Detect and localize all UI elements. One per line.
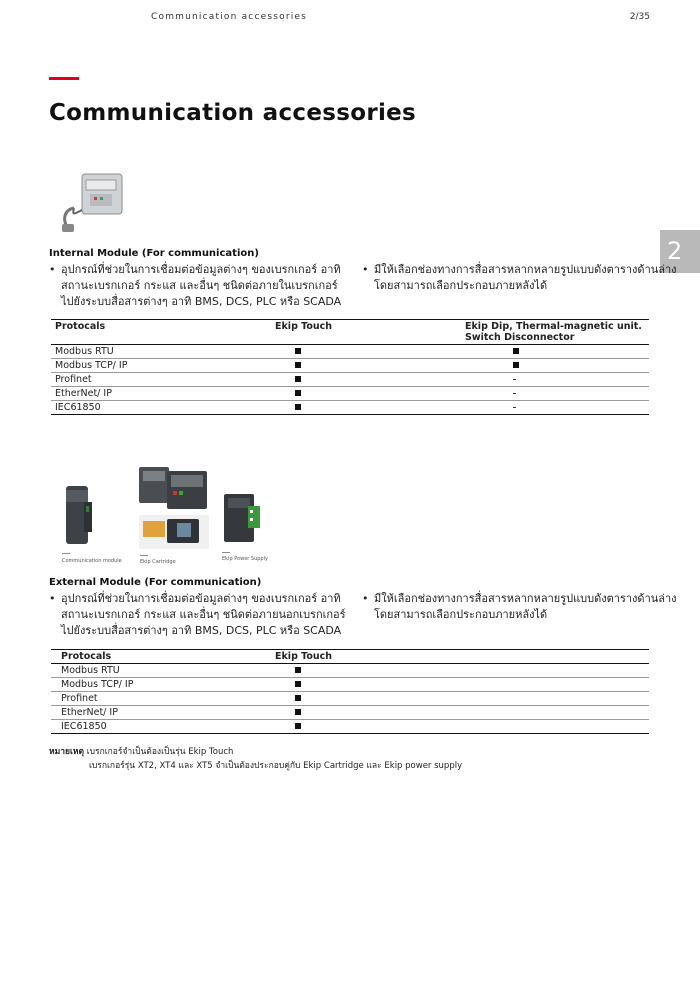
- caption-communication-module: Communication module: [62, 558, 122, 564]
- protocol-name-cell: Modbus TCP/ IP: [51, 678, 275, 692]
- table-row: [51, 373, 649, 387]
- available-square-icon: [295, 404, 301, 410]
- chapter-tab: 2: [660, 230, 700, 273]
- available-square-icon: [295, 348, 301, 354]
- ekip-touch-cell: [275, 359, 465, 373]
- table-row: [51, 345, 649, 359]
- col-header-ekip-touch: Ekip Touch: [275, 321, 333, 332]
- internal-protocol-table: [51, 319, 649, 415]
- not-available-dash-icon: [513, 393, 516, 394]
- internal-module-heading: Internal Module (For communication): [49, 248, 259, 259]
- available-square-icon: [295, 723, 301, 729]
- header-line: Ekip Dip, Thermal-magnetic unit.: [465, 321, 642, 332]
- external-protocol-table: [51, 649, 649, 734]
- caption-rule: [62, 553, 70, 554]
- available-square-icon: [295, 362, 301, 368]
- external-left-bullet: [49, 591, 349, 639]
- page-number: 2/35: [629, 12, 650, 22]
- available-square-icon: [295, 376, 301, 382]
- ekip-touch-cell: [275, 720, 649, 734]
- text-line: อุปกรณ์ที่ช่วยในการเชื่อมต่อข้อมูลต่างๆ ของเบรกเกอร์ อาทิ: [61, 592, 341, 605]
- caption-ekip-cartridge: Ekip Cartridge: [140, 559, 176, 565]
- table-row: [51, 706, 649, 720]
- table-row: [51, 692, 649, 706]
- ekip-touch-cell: [275, 692, 649, 706]
- internal-module-image: [60, 170, 130, 240]
- ekip-dip-cell: [465, 373, 649, 387]
- available-square-icon: [295, 709, 301, 715]
- table-row: [51, 401, 649, 415]
- ekip-cartridge-image: [137, 463, 217, 553]
- internal-left-bullet: [49, 262, 349, 310]
- ekip-dip-cell: [465, 387, 649, 401]
- not-available-dash-icon: [513, 379, 516, 380]
- not-available-dash-icon: [513, 407, 516, 408]
- ekip-touch-cell: [275, 678, 649, 692]
- text-line: ไปยังระบบสื่อสารต่างๆ อาทิ BMS, DCS, PLC หรือ SCADA: [61, 295, 342, 308]
- running-header-title: Communication accessories: [151, 12, 308, 22]
- col-header-protocols: Protocals: [61, 651, 112, 662]
- text-line: โดยสามารถเลือกประกอบภายหลังได้: [374, 279, 548, 292]
- available-square-icon: [513, 362, 519, 368]
- text-line: มีให้เลือกช่องทางการสื่อสารหลากหลายรูปแบบดังตารางด้านล่าง: [374, 592, 677, 605]
- protocol-name-cell: IEC61850: [51, 720, 275, 734]
- available-square-icon: [295, 667, 301, 673]
- text-line: สถานะเบรกเกอร์ กระแส และอื่นๆ ชนิดต่อภายในเบรกเกอร์: [61, 279, 338, 292]
- ekip-touch-cell: [275, 401, 465, 415]
- protocol-name-cell: Modbus RTU: [51, 345, 275, 359]
- text-line: ไปยังระบบสื่อสารต่างๆ อาทิ BMS, DCS, PLC หรือ SCADA: [61, 624, 342, 637]
- text-line: อุปกรณ์ที่ช่วยในการเชื่อมต่อข้อมูลต่างๆ ของเบรกเกอร์ อาทิ: [61, 263, 341, 276]
- ekip-power-supply-image: [220, 490, 265, 550]
- table-row: [51, 720, 649, 734]
- note-line-2: เบรกเกอร์รุ่น XT2, XT4 และ XT5 จำเป็นต้องประกอบคู่กับ Ekip Cartridge และ Ekip power supply: [89, 761, 463, 771]
- table-row: [51, 664, 649, 678]
- col-header-ekip-touch: Ekip Touch: [275, 651, 333, 662]
- text-line: สถานะเบรกเกอร์ กระแส และอื่นๆ ชนิดต่อภายนอกเบรกเกอร์: [61, 608, 346, 621]
- internal-right-bullet: [362, 262, 677, 294]
- note-label: หมายเหตุ: [49, 747, 84, 757]
- ekip-touch-cell: [275, 373, 465, 387]
- external-right-bullet: [362, 591, 677, 623]
- caption-rule: [140, 555, 148, 556]
- ekip-dip-cell: [465, 359, 649, 373]
- note-line-1: เบรกเกอร์จำเป็นต้องเป็นรุ่น Ekip Touch: [86, 747, 234, 757]
- ekip-touch-cell: [275, 664, 649, 678]
- footnote: [49, 745, 462, 773]
- col-header-protocols: Protocals: [55, 321, 106, 332]
- protocol-name-cell: Modbus RTU: [51, 664, 275, 678]
- bullet-dot: •: [362, 592, 369, 605]
- caption-ekip-power-supply: Ekip Power Supply: [222, 556, 268, 562]
- ekip-touch-cell: [275, 345, 465, 359]
- accent-bar: [49, 77, 79, 80]
- protocol-name-cell: Modbus TCP/ IP: [51, 359, 275, 373]
- bullet-dot: •: [49, 263, 56, 276]
- caption-rule: [222, 552, 230, 553]
- ekip-dip-cell: [465, 401, 649, 415]
- header-line: Switch Disconnector: [465, 332, 575, 343]
- protocol-name-cell: Profinet: [51, 692, 275, 706]
- ekip-touch-cell: [275, 706, 649, 720]
- protocol-name-cell: IEC61850: [51, 401, 275, 415]
- bullet-dot: •: [362, 263, 369, 276]
- available-square-icon: [295, 681, 301, 687]
- text-line: โดยสามารถเลือกประกอบภายหลังได้: [374, 608, 548, 621]
- available-square-icon: [513, 348, 519, 354]
- bullet-dot: •: [49, 592, 56, 605]
- external-module-heading: External Module (For communication): [49, 577, 262, 588]
- text-line: มีให้เลือกช่องทางการสื่อสารหลากหลายรูปแบบดังตารางด้านล่าง: [374, 263, 677, 276]
- available-square-icon: [295, 695, 301, 701]
- page-title: Communication accessories: [49, 100, 417, 126]
- protocol-name-cell: EtherNet/ IP: [51, 387, 275, 401]
- table-row: [51, 387, 649, 401]
- ekip-touch-cell: [275, 387, 465, 401]
- ekip-dip-cell: [465, 345, 649, 359]
- protocol-name-cell: EtherNet/ IP: [51, 706, 275, 720]
- col-header-ekip-dip: [465, 320, 649, 345]
- available-square-icon: [295, 390, 301, 396]
- protocol-name-cell: Profinet: [51, 373, 275, 387]
- table-row: [51, 678, 649, 692]
- table-row: [51, 359, 649, 373]
- communication-module-image: [60, 482, 100, 552]
